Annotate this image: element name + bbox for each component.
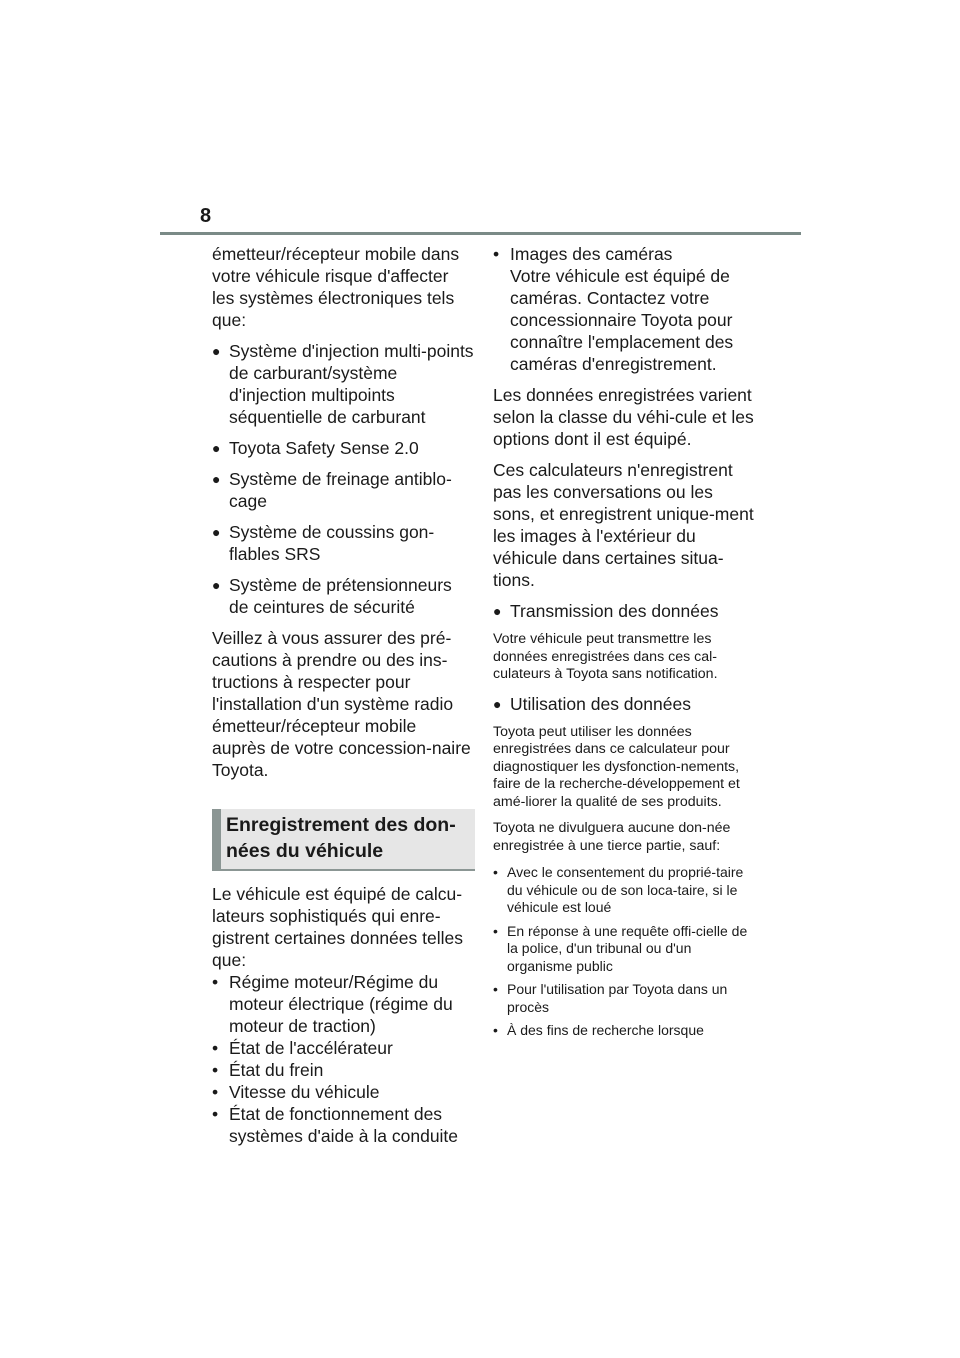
- list-item: [212, 1037, 474, 1059]
- bullet-icon: ●: [212, 577, 221, 593]
- list-item: [493, 981, 755, 1016]
- list-item: [212, 468, 474, 512]
- bullet-icon: ●: [212, 440, 221, 456]
- list-item: [212, 574, 474, 618]
- section-heading-line1: Enregistrement des don-: [226, 814, 456, 836]
- bullet-icon: •: [212, 1104, 219, 1124]
- list-item-text: Régime moteur/Régime du moteur électrique (régime du moteur de traction): [229, 972, 453, 1036]
- list-item-text: Système de freinage antiblo-cage: [229, 469, 452, 511]
- camera-item-title: Images des caméras: [510, 244, 673, 264]
- list-item: [493, 864, 755, 917]
- list-item-text: Système d'injection multi-points de carburant/système d'injection multipoints séquentielle de carburant: [229, 341, 474, 427]
- intro-paragraph: émetteur/récepteur mobile dans votre véhicule risque d'affecter les systèmes électroniques tels que:: [212, 244, 460, 330]
- list-item-text: Vitesse du véhicule: [229, 1082, 380, 1102]
- bullet-icon: •: [493, 1022, 498, 1038]
- page-number: 8: [200, 205, 212, 227]
- bullet-icon: •: [212, 1060, 219, 1080]
- record-intro-paragraph: Le véhicule est équipé de calcu-lateurs sophistiqués qui enre-gistrent certaines données telles que:: [212, 884, 463, 970]
- subheading-text: Transmission des données: [510, 601, 719, 621]
- left-column: [212, 243, 474, 1156]
- bullet-icon: ●: [212, 471, 221, 487]
- list-item-text: À des fins de recherche lorsque: [507, 1022, 704, 1038]
- list-item-text: En réponse à une requête offi-cielle de la police, d'un tribunal ou d'un organisme public: [507, 922, 748, 974]
- list-item-body: [510, 243, 755, 375]
- usage-paragraph: Toyota peut utiliser les données enregistrées dans ce calculateur pour diagnostiquer les dysfonction-nements, faire de la recherche-développement et amé-liorer la qualité de ses produits.: [493, 723, 740, 810]
- list-item-text: Système de coussins gon-flables SRS: [229, 522, 435, 564]
- varies-paragraph: Les données enregistrées varient selon la classe du véhi-cule et les options dont il est équipé.: [493, 385, 754, 449]
- list-item: [493, 1022, 755, 1040]
- bullet-icon: ●: [212, 524, 221, 540]
- header-rule: [160, 232, 801, 235]
- subheading-usage: [493, 693, 755, 715]
- list-item-text: Pour l'utilisation par Toyota dans un procès: [507, 981, 728, 1015]
- subheading-transmission: [493, 600, 755, 622]
- bullet-icon: •: [493, 244, 500, 264]
- section-heading-line2: nées du véhicule: [226, 840, 384, 862]
- list-item: [212, 437, 474, 459]
- bullet-icon: •: [493, 922, 498, 939]
- bullet-icon: •: [493, 864, 498, 880]
- bullet-icon: ●: [493, 695, 502, 712]
- bullet-icon: •: [212, 1038, 219, 1058]
- bullet-icon: •: [493, 981, 498, 997]
- transmission-paragraph: Votre véhicule peut transmettre les données enregistrées dans ces cal-culateurs à Toyota sans notification.: [493, 631, 718, 682]
- list-item: [212, 521, 474, 565]
- subheading-text: Utilisation des données: [510, 693, 691, 714]
- list-item: [212, 1081, 474, 1103]
- list-item: [493, 243, 755, 375]
- list-item: [212, 340, 474, 428]
- disclosure-paragraph: Toyota ne divulguera aucune don-née enregistrée à une tierce partie, sauf:: [493, 820, 731, 854]
- section-heading: [212, 809, 475, 871]
- list-item-text: État de fonctionnement des systèmes d'aide à la conduite: [229, 1104, 459, 1146]
- list-item-text: Système de prétensionneurs de ceintures de sécurité: [229, 575, 452, 617]
- camera-item-text: Votre véhicule est équipé de caméras. Contactez votre concessionnaire Toyota pour connaître l'emplacement des caméras d'enregistrement.: [510, 266, 734, 374]
- list-item: [212, 1103, 474, 1147]
- bullet-icon: •: [212, 1082, 219, 1102]
- bullet-icon: ●: [212, 343, 221, 359]
- recorded-data-list: [212, 971, 474, 1147]
- bullet-icon: ●: [493, 603, 502, 619]
- list-item-text: Avec le consentement du proprié-taire du véhicule ou de son loca-taire, si le véhicule est loué: [507, 864, 744, 915]
- list-item: [493, 923, 755, 976]
- no-conversations-paragraph: Ces calculateurs n'enregistrent pas les conversations ou les sons, et enregistrent unique-ment les images à l'extérieur du véhicule dans certaines situa-tions.: [493, 460, 754, 590]
- list-item-text: État de l'accélérateur: [229, 1038, 393, 1058]
- bullet-icon: •: [212, 972, 219, 992]
- list-item: [212, 971, 474, 1037]
- list-item: [212, 1059, 474, 1081]
- list-item-text: État du frein: [229, 1060, 324, 1080]
- right-column: [493, 243, 755, 1046]
- advice-paragraph: Veillez à vous assurer des pré-cautions à prendre ou des ins-tructions à respecter pour l'installation d'un système radio émetteur/récepteur mobile auprès de votre concession-naire Toyota.: [212, 628, 471, 780]
- list-item-text: Toyota Safety Sense 2.0: [229, 438, 419, 458]
